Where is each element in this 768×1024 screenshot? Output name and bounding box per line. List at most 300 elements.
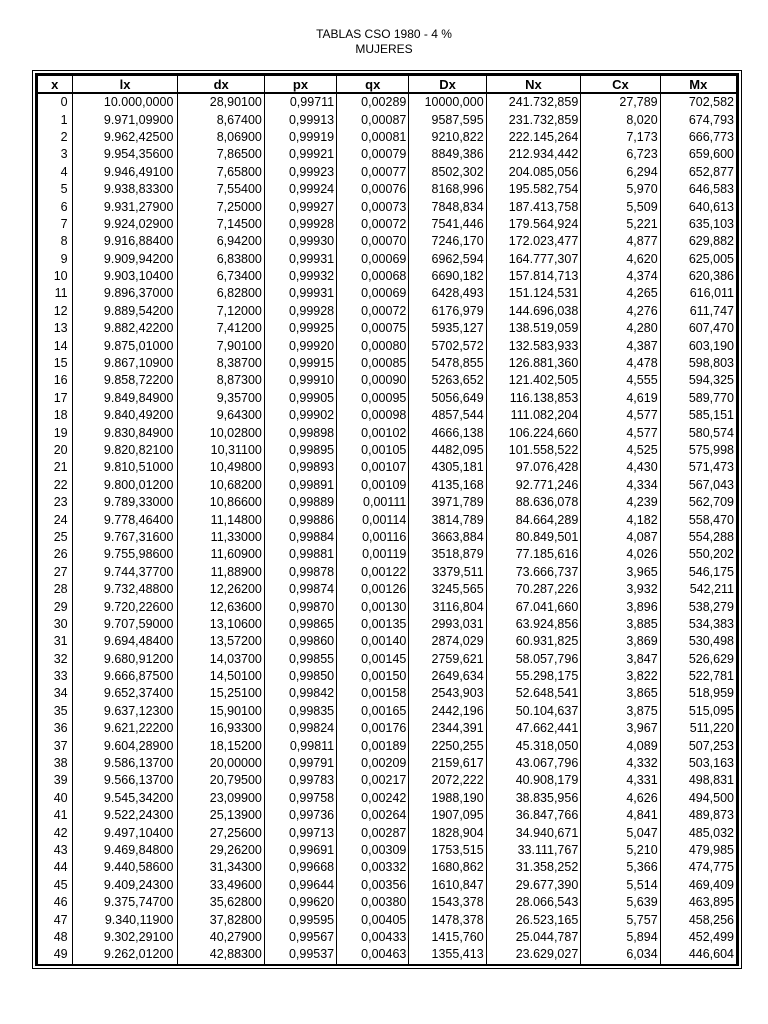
cell-Mx: 469,409 (660, 877, 736, 894)
cell-x: 6 (38, 198, 73, 215)
cell-x: 37 (38, 737, 73, 754)
cell-Dx: 1680,862 (409, 859, 486, 876)
cell-px: 0,99736 (264, 807, 336, 824)
cell-dx: 8,87300 (178, 372, 264, 389)
cell-dx: 11,88900 (178, 564, 264, 581)
cell-px: 0,99842 (264, 685, 336, 702)
cell-lx: 9.924,02900 (72, 216, 178, 233)
cell-Dx: 6176,979 (409, 303, 486, 320)
cell-dx: 7,41200 (178, 320, 264, 337)
cell-lx: 9.896,37000 (72, 285, 178, 302)
cell-lx: 9.909,94200 (72, 251, 178, 268)
cell-px: 0,99865 (264, 616, 336, 633)
cell-Mx: 515,095 (660, 703, 736, 720)
cell-Cx: 5,757 (581, 911, 660, 928)
cell-lx: 9.820,82100 (72, 442, 178, 459)
table-row (38, 216, 737, 233)
cell-lx: 9.971,09900 (72, 111, 178, 128)
cell-Dx: 2072,222 (409, 772, 486, 789)
cell-dx: 13,57200 (178, 633, 264, 650)
cell-x: 11 (38, 285, 73, 302)
cell-dx: 7,12000 (178, 303, 264, 320)
cell-qx: 0,00119 (337, 546, 409, 563)
cell-Nx: 77.185,616 (486, 546, 581, 563)
cell-x: 30 (38, 616, 73, 633)
cell-Cx: 4,525 (581, 442, 660, 459)
cell-Mx: 498,831 (660, 772, 736, 789)
cell-qx: 0,00289 (337, 93, 409, 111)
cell-dx: 7,65800 (178, 164, 264, 181)
document-title: TABLAS CSO 1980 - 4 % (316, 27, 452, 41)
cell-Nx: 212.934,442 (486, 146, 581, 163)
cell-dx: 15,90100 (178, 703, 264, 720)
cell-Dx: 4305,181 (409, 459, 486, 476)
cell-px: 0,99920 (264, 337, 336, 354)
table-header (38, 76, 737, 94)
table-row (38, 164, 737, 181)
cell-px: 0,99874 (264, 581, 336, 598)
cell-x: 9 (38, 251, 73, 268)
cell-Nx: 29.677,390 (486, 877, 581, 894)
cell-Nx: 25.044,787 (486, 929, 581, 946)
cell-px: 0,99758 (264, 790, 336, 807)
cell-px: 0,99895 (264, 442, 336, 459)
cell-px: 0,99905 (264, 390, 336, 407)
cell-Nx: 36.847,766 (486, 807, 581, 824)
cell-Mx: 575,998 (660, 442, 736, 459)
cell-Dx: 2159,617 (409, 755, 486, 772)
cell-Mx: 598,803 (660, 355, 736, 372)
cell-Cx: 4,087 (581, 529, 660, 546)
cell-Cx: 3,967 (581, 720, 660, 737)
cell-Cx: 4,331 (581, 772, 660, 789)
cell-Nx: 63.924,856 (486, 616, 581, 633)
cell-Dx: 5478,855 (409, 355, 486, 372)
cell-Cx: 5,894 (581, 929, 660, 946)
cell-Dx: 3814,789 (409, 511, 486, 528)
cell-Mx: 526,629 (660, 651, 736, 668)
cell-Nx: 144.696,038 (486, 303, 581, 320)
cell-Mx: 479,985 (660, 842, 736, 859)
cell-Mx: 580,574 (660, 424, 736, 441)
cell-dx: 29,26200 (178, 842, 264, 859)
table-row (38, 407, 737, 424)
cell-dx: 11,33000 (178, 529, 264, 546)
table-row (38, 372, 737, 389)
cell-dx: 37,82800 (178, 911, 264, 928)
cell-dx: 7,86500 (178, 146, 264, 163)
cell-lx: 9.954,35600 (72, 146, 178, 163)
cell-Cx: 4,265 (581, 285, 660, 302)
cell-lx: 9.767,31600 (72, 529, 178, 546)
cell-lx: 9.694,48400 (72, 633, 178, 650)
table-row (38, 685, 737, 702)
table-row (38, 790, 737, 807)
cell-x: 39 (38, 772, 73, 789)
cell-Nx: 45.318,050 (486, 737, 581, 754)
cell-Cx: 7,173 (581, 129, 660, 146)
cell-Dx: 2442,196 (409, 703, 486, 720)
cell-Dx: 5702,572 (409, 337, 486, 354)
cell-qx: 0,00105 (337, 442, 409, 459)
cell-Mx: 625,005 (660, 251, 736, 268)
cell-Nx: 195.582,754 (486, 181, 581, 198)
cell-x: 33 (38, 668, 73, 685)
cell-lx: 9.497,10400 (72, 824, 178, 841)
cell-Mx: 616,011 (660, 285, 736, 302)
cell-Nx: 67.041,660 (486, 598, 581, 615)
cell-px: 0,99913 (264, 111, 336, 128)
table-row (38, 198, 737, 215)
cell-Mx: 571,473 (660, 459, 736, 476)
cell-Dx: 1355,413 (409, 946, 486, 963)
cell-Mx: 452,499 (660, 929, 736, 946)
cell-qx: 0,00405 (337, 911, 409, 928)
cell-x: 45 (38, 877, 73, 894)
cell-qx: 0,00087 (337, 111, 409, 128)
cell-Cx: 4,877 (581, 233, 660, 250)
table-row (38, 911, 737, 928)
cell-lx: 10.000,0000 (72, 93, 178, 111)
cell-qx: 0,00264 (337, 807, 409, 824)
cell-qx: 0,00069 (337, 285, 409, 302)
cell-qx: 0,00189 (337, 737, 409, 754)
cell-lx: 9.875,01000 (72, 337, 178, 354)
cell-lx: 9.858,72200 (72, 372, 178, 389)
cell-Dx: 3663,884 (409, 529, 486, 546)
cell-px: 0,99928 (264, 216, 336, 233)
cell-px: 0,99924 (264, 181, 336, 198)
cell-dx: 25,13900 (178, 807, 264, 824)
cell-Dx: 8502,302 (409, 164, 486, 181)
cell-Dx: 5263,652 (409, 372, 486, 389)
cell-dx: 10,49800 (178, 459, 264, 476)
cell-lx: 9.744,37700 (72, 564, 178, 581)
cell-Nx: 70.287,226 (486, 581, 581, 598)
cell-Mx: 494,500 (660, 790, 736, 807)
cell-px: 0,99928 (264, 303, 336, 320)
table-row (38, 946, 737, 963)
cell-Mx: 652,877 (660, 164, 736, 181)
cell-dx: 10,68200 (178, 477, 264, 494)
cell-Dx: 2543,903 (409, 685, 486, 702)
cell-qx: 0,00081 (337, 129, 409, 146)
cell-Nx: 23.629,027 (486, 946, 581, 963)
cell-qx: 0,00287 (337, 824, 409, 841)
cell-px: 0,99791 (264, 755, 336, 772)
cell-Cx: 3,847 (581, 651, 660, 668)
cell-Dx: 1543,378 (409, 894, 486, 911)
table-row (38, 233, 737, 250)
cell-Mx: 554,288 (660, 529, 736, 546)
cell-x: 43 (38, 842, 73, 859)
cell-px: 0,99931 (264, 251, 336, 268)
cell-Dx: 1828,904 (409, 824, 486, 841)
cell-x: 25 (38, 529, 73, 546)
cell-Nx: 106.224,660 (486, 424, 581, 441)
cell-qx: 0,00114 (337, 511, 409, 528)
cell-lx: 9.903,10400 (72, 268, 178, 285)
cell-dx: 14,03700 (178, 651, 264, 668)
cell-lx: 9.604,28900 (72, 737, 178, 754)
cell-Mx: 603,190 (660, 337, 736, 354)
cell-qx: 0,00072 (337, 303, 409, 320)
cell-Cx: 5,514 (581, 877, 660, 894)
cell-Mx: 530,498 (660, 633, 736, 650)
cell-x: 32 (38, 651, 73, 668)
cell-px: 0,99931 (264, 285, 336, 302)
cell-lx: 9.810,51000 (72, 459, 178, 476)
cell-Nx: 43.067,796 (486, 755, 581, 772)
cell-Cx: 6,034 (581, 946, 660, 963)
table-row (38, 146, 737, 163)
column-header-Nx: Nx (486, 76, 581, 94)
cell-lx: 9.409,24300 (72, 877, 178, 894)
cell-Dx: 2250,255 (409, 737, 486, 754)
table-row (38, 355, 737, 372)
cell-qx: 0,00158 (337, 685, 409, 702)
cell-lx: 9.680,91200 (72, 651, 178, 668)
cell-Cx: 3,822 (581, 668, 660, 685)
cell-x: 18 (38, 407, 73, 424)
cell-Cx: 4,841 (581, 807, 660, 824)
table-row (38, 668, 737, 685)
cell-Dx: 4666,138 (409, 424, 486, 441)
cell-Cx: 4,089 (581, 737, 660, 754)
cell-dx: 18,15200 (178, 737, 264, 754)
cell-Mx: 511,220 (660, 720, 736, 737)
table-row (38, 651, 737, 668)
cell-Mx: 674,793 (660, 111, 736, 128)
cell-lx: 9.302,29100 (72, 929, 178, 946)
cell-px: 0,99644 (264, 877, 336, 894)
cell-Nx: 126.881,360 (486, 355, 581, 372)
cell-Nx: 34.940,671 (486, 824, 581, 841)
cell-px: 0,99691 (264, 842, 336, 859)
cell-dx: 6,82800 (178, 285, 264, 302)
cell-qx: 0,00150 (337, 668, 409, 685)
cell-Dx: 7541,446 (409, 216, 486, 233)
cell-qx: 0,00135 (337, 616, 409, 633)
table-row (38, 442, 737, 459)
cell-Cx: 4,239 (581, 494, 660, 511)
table-row (38, 424, 737, 441)
cell-Nx: 121.402,505 (486, 372, 581, 389)
cell-dx: 40,27900 (178, 929, 264, 946)
cell-Mx: 620,386 (660, 268, 736, 285)
cell-Nx: 92.771,246 (486, 477, 581, 494)
cell-dx: 6,94200 (178, 233, 264, 250)
cell-qx: 0,00122 (337, 564, 409, 581)
cell-qx: 0,00085 (337, 355, 409, 372)
cell-lx: 9.621,22200 (72, 720, 178, 737)
cell-Dx: 5056,649 (409, 390, 486, 407)
cell-Cx: 4,182 (581, 511, 660, 528)
cell-dx: 8,67400 (178, 111, 264, 128)
cell-Nx: 84.664,289 (486, 511, 581, 528)
table-row (38, 511, 737, 528)
cell-Mx: 702,582 (660, 93, 736, 111)
table-row (38, 616, 737, 633)
cell-qx: 0,00090 (337, 372, 409, 389)
cell-qx: 0,00309 (337, 842, 409, 859)
column-header-px: px (264, 76, 336, 94)
cell-Nx: 172.023,477 (486, 233, 581, 250)
table-row (38, 459, 737, 476)
cell-qx: 0,00102 (337, 424, 409, 441)
cell-x: 2 (38, 129, 73, 146)
cell-Cx: 3,965 (581, 564, 660, 581)
cell-dx: 16,93300 (178, 720, 264, 737)
cell-Cx: 3,875 (581, 703, 660, 720)
table-row (38, 494, 737, 511)
table-row (38, 598, 737, 615)
cell-x: 24 (38, 511, 73, 528)
table-row (38, 181, 737, 198)
cell-px: 0,99811 (264, 737, 336, 754)
cell-Nx: 38.835,956 (486, 790, 581, 807)
cell-qx: 0,00217 (337, 772, 409, 789)
cell-Dx: 2874,029 (409, 633, 486, 650)
cell-qx: 0,00109 (337, 477, 409, 494)
column-header-qx: qx (337, 76, 409, 94)
cell-x: 40 (38, 790, 73, 807)
table-row (38, 320, 737, 337)
cell-Cx: 6,294 (581, 164, 660, 181)
cell-lx: 9.800,01200 (72, 477, 178, 494)
cell-dx: 33,49600 (178, 877, 264, 894)
cell-qx: 0,00068 (337, 268, 409, 285)
cell-lx: 9.666,87500 (72, 668, 178, 685)
cell-px: 0,99921 (264, 146, 336, 163)
cell-Nx: 55.298,175 (486, 668, 581, 685)
cell-qx: 0,00126 (337, 581, 409, 598)
cell-Mx: 659,600 (660, 146, 736, 163)
cell-px: 0,99878 (264, 564, 336, 581)
cell-Cx: 4,620 (581, 251, 660, 268)
cell-lx: 9.938,83300 (72, 181, 178, 198)
cell-Mx: 607,470 (660, 320, 736, 337)
cell-Dx: 3245,565 (409, 581, 486, 598)
cell-qx: 0,00073 (337, 198, 409, 215)
cell-Cx: 8,020 (581, 111, 660, 128)
cell-x: 22 (38, 477, 73, 494)
cell-x: 23 (38, 494, 73, 511)
cell-Dx: 8168,996 (409, 181, 486, 198)
cell-Nx: 132.583,933 (486, 337, 581, 354)
cell-lx: 9.720,22600 (72, 598, 178, 615)
cell-dx: 27,25600 (178, 824, 264, 841)
cell-px: 0,99910 (264, 372, 336, 389)
cell-x: 19 (38, 424, 73, 441)
cell-px: 0,99711 (264, 93, 336, 111)
cell-Mx: 474,775 (660, 859, 736, 876)
cell-dx: 13,10600 (178, 616, 264, 633)
cell-Nx: 80.849,501 (486, 529, 581, 546)
cell-px: 0,99932 (264, 268, 336, 285)
cell-px: 0,99713 (264, 824, 336, 841)
cell-lx: 9.469,84800 (72, 842, 178, 859)
cell-lx: 9.931,27900 (72, 198, 178, 215)
cell-px: 0,99889 (264, 494, 336, 511)
cell-Cx: 4,577 (581, 424, 660, 441)
cell-Dx: 1610,847 (409, 877, 486, 894)
cell-Cx: 4,619 (581, 390, 660, 407)
cell-dx: 42,88300 (178, 946, 264, 963)
cell-Nx: 116.138,853 (486, 390, 581, 407)
cell-Cx: 27,789 (581, 93, 660, 111)
cell-qx: 0,00356 (337, 877, 409, 894)
cell-Dx: 4482,095 (409, 442, 486, 459)
table-row (38, 390, 737, 407)
cell-lx: 9.946,49100 (72, 164, 178, 181)
table-row (38, 529, 737, 546)
cell-Cx: 4,280 (581, 320, 660, 337)
cell-Cx: 4,026 (581, 546, 660, 563)
cell-Nx: 187.413,758 (486, 198, 581, 215)
cell-x: 20 (38, 442, 73, 459)
cell-Nx: 164.777,307 (486, 251, 581, 268)
cell-Mx: 562,709 (660, 494, 736, 511)
cell-x: 16 (38, 372, 73, 389)
cell-qx: 0,00209 (337, 755, 409, 772)
cell-Dx: 2344,391 (409, 720, 486, 737)
cell-dx: 35,62800 (178, 894, 264, 911)
cell-Cx: 5,639 (581, 894, 660, 911)
cell-qx: 0,00165 (337, 703, 409, 720)
cell-lx: 9.732,48800 (72, 581, 178, 598)
cell-Cx: 5,210 (581, 842, 660, 859)
cell-lx: 9.440,58600 (72, 859, 178, 876)
cell-Nx: 60.931,825 (486, 633, 581, 650)
cell-Nx: 138.519,059 (486, 320, 581, 337)
cell-Dx: 2759,621 (409, 651, 486, 668)
cell-dx: 10,02800 (178, 424, 264, 441)
cell-px: 0,99891 (264, 477, 336, 494)
cell-x: 10 (38, 268, 73, 285)
cell-Cx: 4,430 (581, 459, 660, 476)
table-row (38, 633, 737, 650)
cell-lx: 9.545,34200 (72, 790, 178, 807)
header-row (38, 76, 737, 94)
cell-x: 27 (38, 564, 73, 581)
cell-x: 26 (38, 546, 73, 563)
cell-px: 0,99893 (264, 459, 336, 476)
cell-x: 15 (38, 355, 73, 372)
table-row (38, 929, 737, 946)
cell-x: 4 (38, 164, 73, 181)
table-row (38, 337, 737, 354)
cell-Dx: 1478,378 (409, 911, 486, 928)
cell-x: 35 (38, 703, 73, 720)
cell-dx: 14,50100 (178, 668, 264, 685)
table-row (38, 824, 737, 841)
cell-Cx: 3,865 (581, 685, 660, 702)
cell-lx: 9.867,10900 (72, 355, 178, 372)
cell-Mx: 485,032 (660, 824, 736, 841)
cell-lx: 9.375,74700 (72, 894, 178, 911)
cell-Mx: 558,470 (660, 511, 736, 528)
cell-lx: 9.755,98600 (72, 546, 178, 563)
cell-Mx: 542,211 (660, 581, 736, 598)
cell-dx: 28,90100 (178, 93, 264, 111)
cell-Nx: 58.057,796 (486, 651, 581, 668)
cell-qx: 0,00116 (337, 529, 409, 546)
mortality-table (37, 75, 737, 964)
cell-x: 14 (38, 337, 73, 354)
cell-lx: 9.522,24300 (72, 807, 178, 824)
cell-Dx: 4857,544 (409, 407, 486, 424)
